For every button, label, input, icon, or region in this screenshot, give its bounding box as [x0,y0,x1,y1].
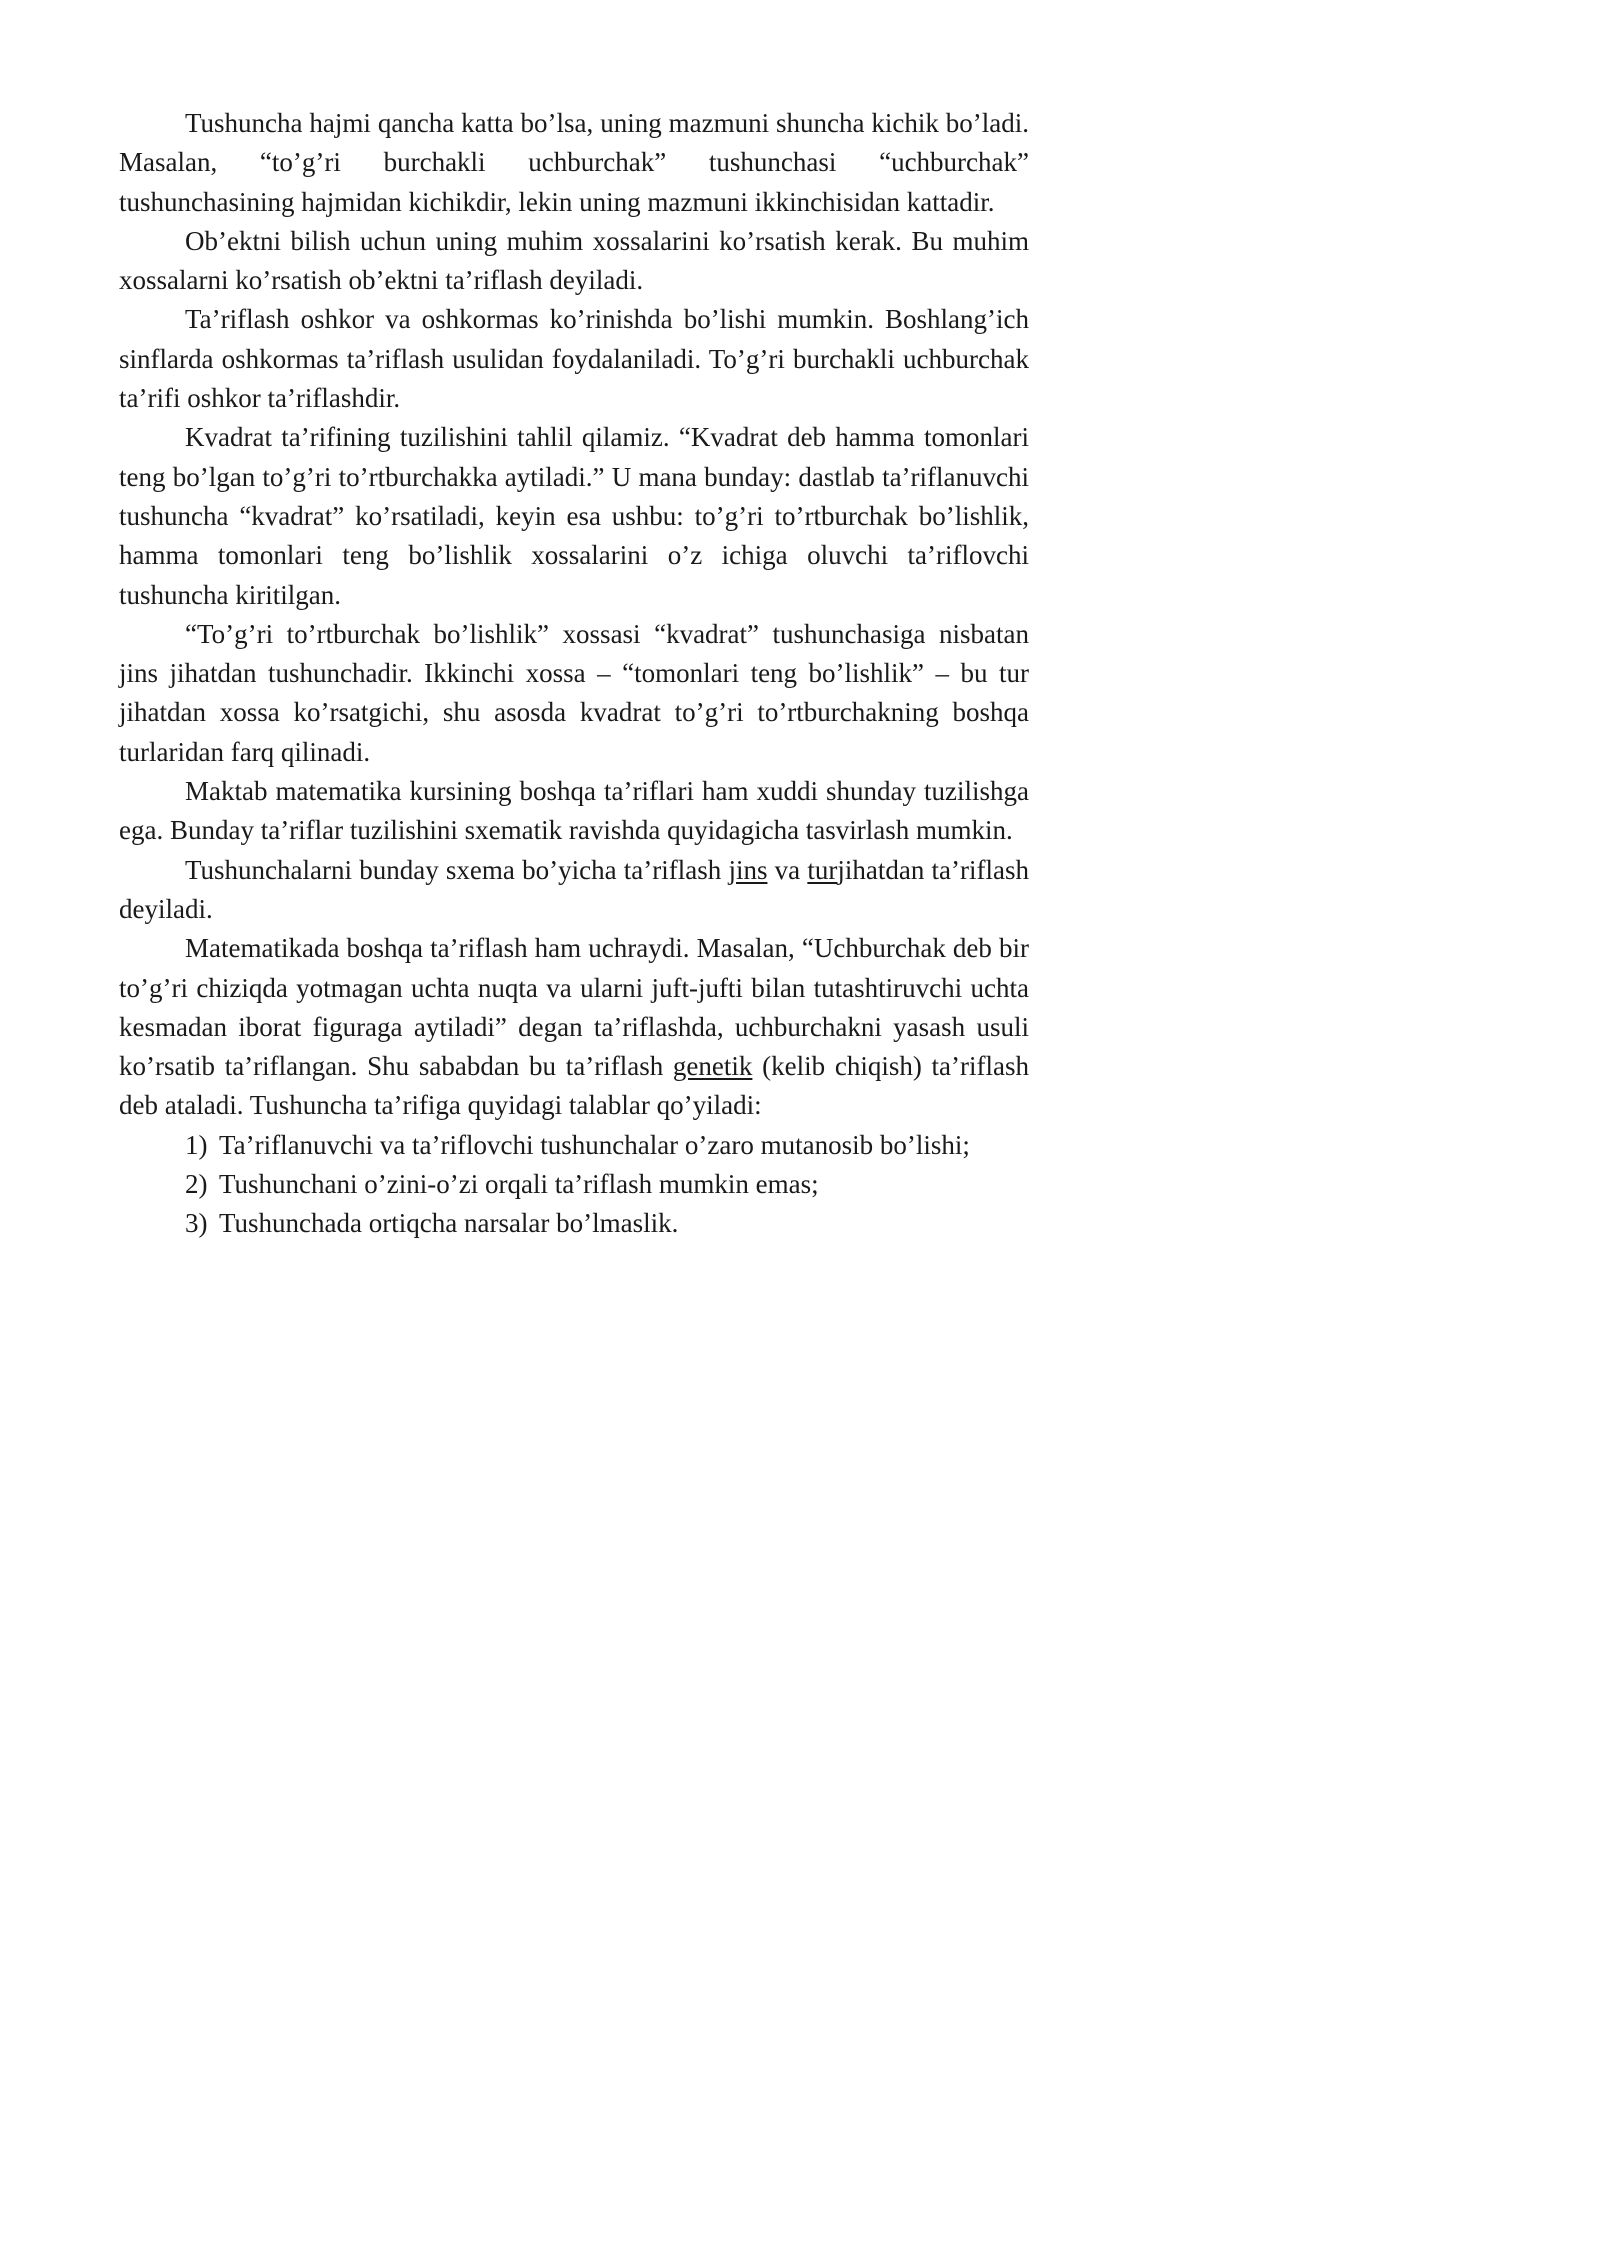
list-number: 3) [185,1208,208,1239]
paragraph-genus-species: “To’g’ri to’rtburchak bo’lishlik” xossasi “kvadrat” tushunchasiga nisbatan jins jihatdan tushunchadir. Ikkinchi xossa – “tomonlari teng bo’lishlik” – bu tur jihatdan xossa ko’rsatgichi, shu asosda kvadrat to’g’ri to’rtburchakning boshqa turlaridan farq qilinadi. [119,618,1029,767]
text-segment: (kelib chiqish) ta’riflash deb ataladi. Tushuncha ta’rifiga quyidagi talablar qo’yiladi: [119,1051,1029,1121]
list-item [119,1165,1029,1204]
paragraph-genetic-definition [119,929,1029,1125]
text-segment: Tushunchalarni bunday sxema bo’yicha ta’riflash [185,854,729,885]
list-text: Tushunchani o’zini-o’zi orqali ta’riflash mumkin emas; [219,1169,819,1200]
paragraph-explicit-implicit: Ta’riflash oshkor va oshkormas ko’rinishda bo’lishi mumkin. Boshlang’ich sinflarda oshkormas ta’riflash usulidan foydalaniladi. To’g’ri burchakli uchburchak ta’rifi oshkor ta’riflashdir. [119,304,1029,414]
paragraph-school-definitions: Maktab matematika kursining boshqa ta’riflari ham xuddi shunday tuzilishga ega. Bunday ta’riflar tuzilishini sxematik ravishda quyidagicha tasvirlash mumkin. [119,776,1029,846]
list-item [119,1204,1029,1243]
paragraph-concept-volume: Tushuncha hajmi qancha katta bo’lsa, uning mazmuni shuncha kichik bo’ladi. Masalan, “to’g’ri burchakli uchburchak” tushunchasi “uchburchak” tushunchasining hajmidan kichikdir, lekin uning mazmuni ikkinchisidan kattadir. [119,108,1029,217]
list-text: Ta’riflanuvchi va ta’riflovchi tushunchalar o’zaro mutanosib bo’lishi; [219,1129,970,1160]
list-item [119,1126,1029,1165]
paragraph-object-definition: Ob’ektni bilish uchun uning muhim xossalarini ko’rsatish kerak. Bu muhim xossalarni ko’rsatish ob’ektni ta’riflash deyiladi. [119,225,1029,296]
paragraph-genus-species-scheme [119,851,1029,930]
list-number: 2) [185,1169,208,1200]
document-page [119,104,1029,1244]
term-genetik: genetik [672,1051,753,1082]
term-jins: jins [728,854,768,885]
requirements-list [119,1126,1029,1244]
term-tur: tur [807,854,838,885]
list-text: Tushunchada ortiqcha narsalar bo’lmaslik. [219,1208,679,1239]
text-segment: Matematikada boshqa ta’riflash ham uchraydi. Masalan, “Uchburchak deb bir to’g’ri chiziqda yotmagan uchta nuqta va ularni juft-jufti bilan tutashtiruvchi uchta kesmadan iborat figuraga aytiladi” degan ta’riflashda, uchburchakni yasash usuli ko’rsatib ta’riflangan. Shu sababdan bu ta’riflash [119,933,1029,1082]
list-number: 1) [185,1129,208,1160]
text-segment: va [767,854,808,885]
paragraph-square-definition: Kvadrat ta’rifining tuzilishini tahlil qilamiz. “Kvadrat deb hamma tomonlari teng bo’lgan to’g’ri to’rtburchakka aytiladi.” U mana bunday: dastlab ta’riflanuvchi tushuncha “kvadrat” ko’rsatiladi, keyin esa ushbu: to’g’ri to’rtburchak bo’lishlik, hamma tomonlari teng bo’lishlik xossalarini o’z ichiga oluvchi ta’riflovchi tushuncha kiritilgan. [119,422,1029,610]
text-segment: jihatdan ta’riflash deyiladi. [119,854,1029,924]
